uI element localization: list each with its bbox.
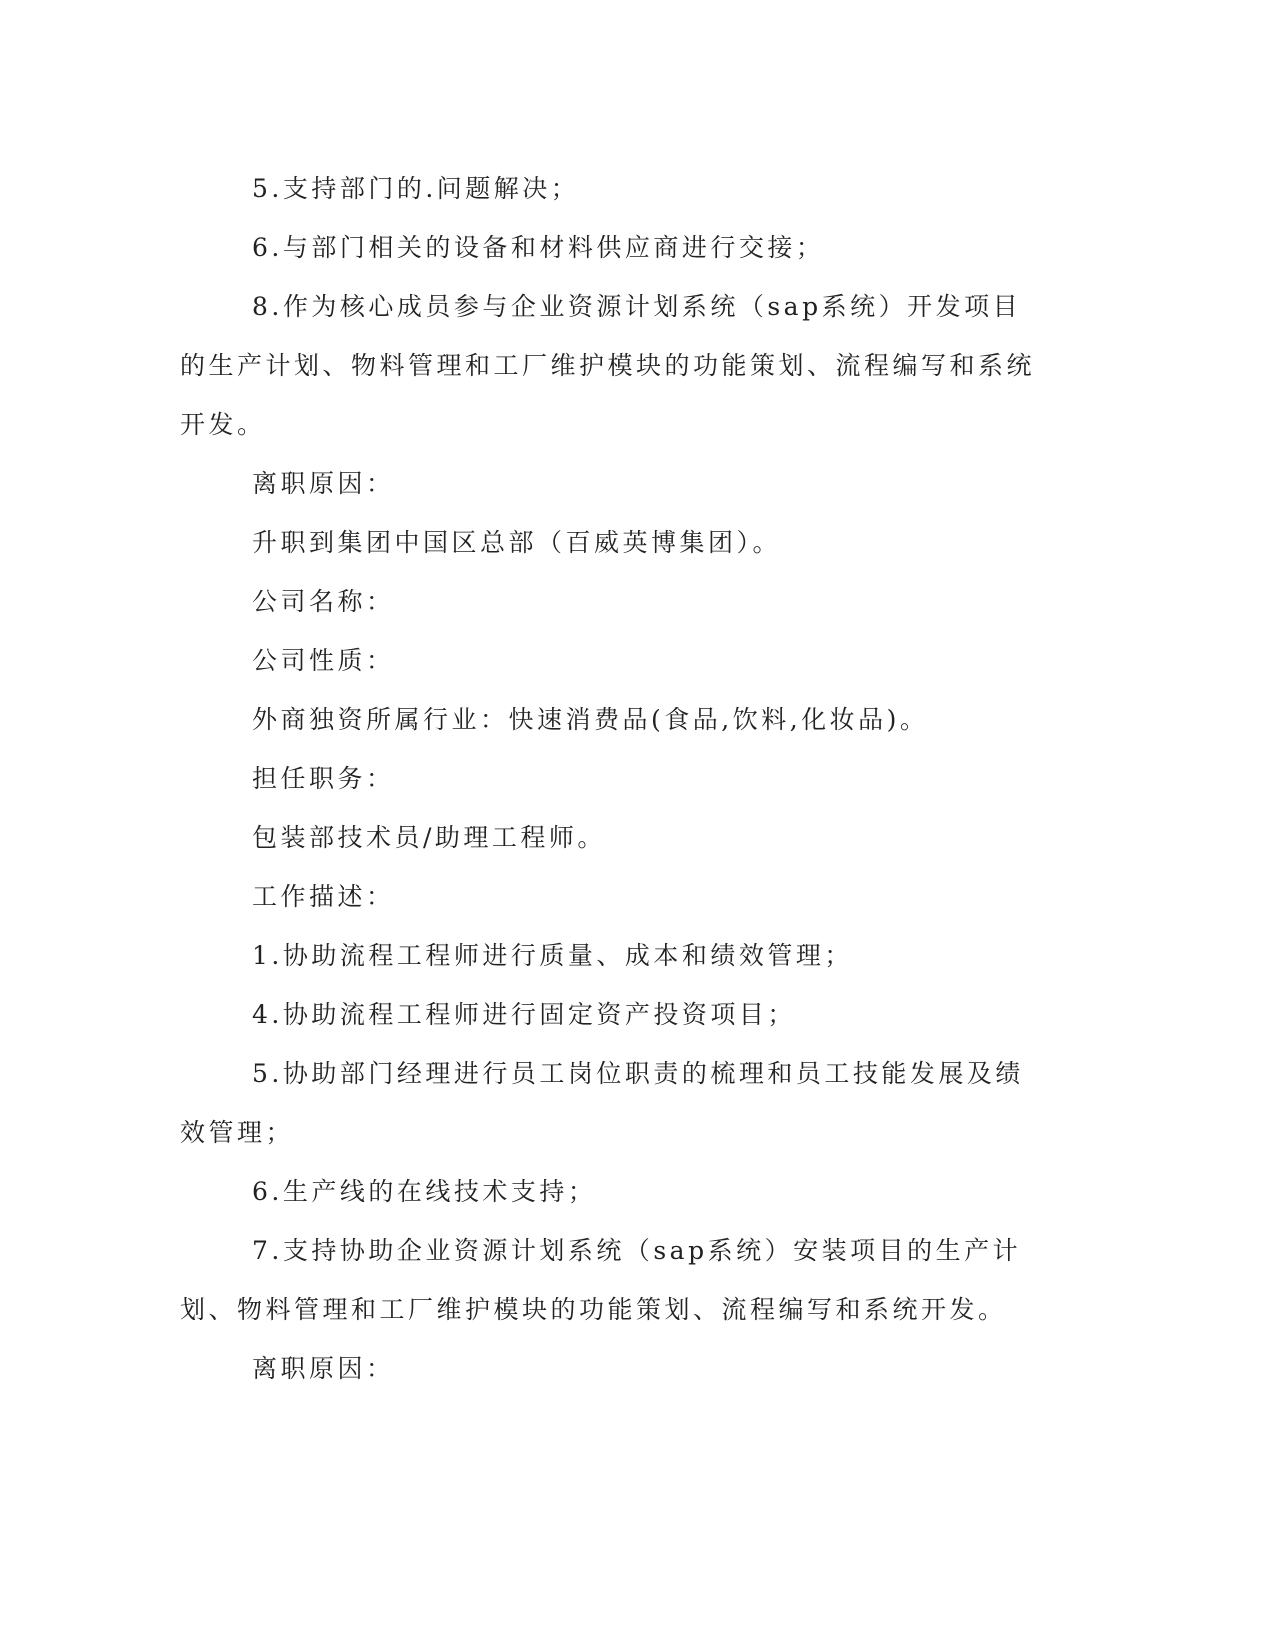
paragraph-item-5-support: 5.支持部门的.问题解决； (252, 174, 580, 203)
duty-item-6: 6.生产线的在线技术支持； (252, 1177, 597, 1206)
duty-item-1: 1.协助流程工程师进行质量、成本和绩效管理； (252, 941, 853, 970)
company-name-label: 公司名称： (252, 587, 395, 616)
document-body (180, 159, 1040, 1398)
leave-reason-label: 离职原因： (252, 469, 395, 498)
duty-item-5: 5.协助部门经理进行员工岗位职责的梳理和员工技能发展及绩效管理； (180, 1059, 1024, 1147)
duty-item-4: 4.协助流程工程师进行固定资产投资项目； (252, 1000, 796, 1029)
job-description-label: 工作描述： (252, 882, 395, 911)
position-label: 担任职务： (252, 764, 395, 793)
paragraph-item-6-supplier: 6.与部门相关的设备和材料供应商进行交接； (252, 233, 825, 262)
paragraph-item-8-sap: 8.作为核心成员参与企业资源计划系统（sap系统）开发项目的生产计划、物料管理和工厂维护模块的功能策划、流程编写和系统开发。 (180, 292, 1036, 439)
leave-reason-label-2: 离职原因： (252, 1354, 395, 1383)
industry-line: 外商独资所属行业：快速消费品(食品,饮料,化妆品)。 (252, 705, 929, 734)
company-type-label: 公司性质： (252, 646, 395, 675)
duty-item-7: 7.支持协助企业资源计划系统（sap系统）安装项目的生产计划、物料管理和工厂维护模块的功能策划、流程编写和系统开发。 (180, 1236, 1022, 1324)
leave-reason-value: 升职到集团中国区总部（百威英博集团）。 (252, 528, 782, 557)
position-value: 包装部技术员/助理工程师。 (252, 823, 606, 852)
